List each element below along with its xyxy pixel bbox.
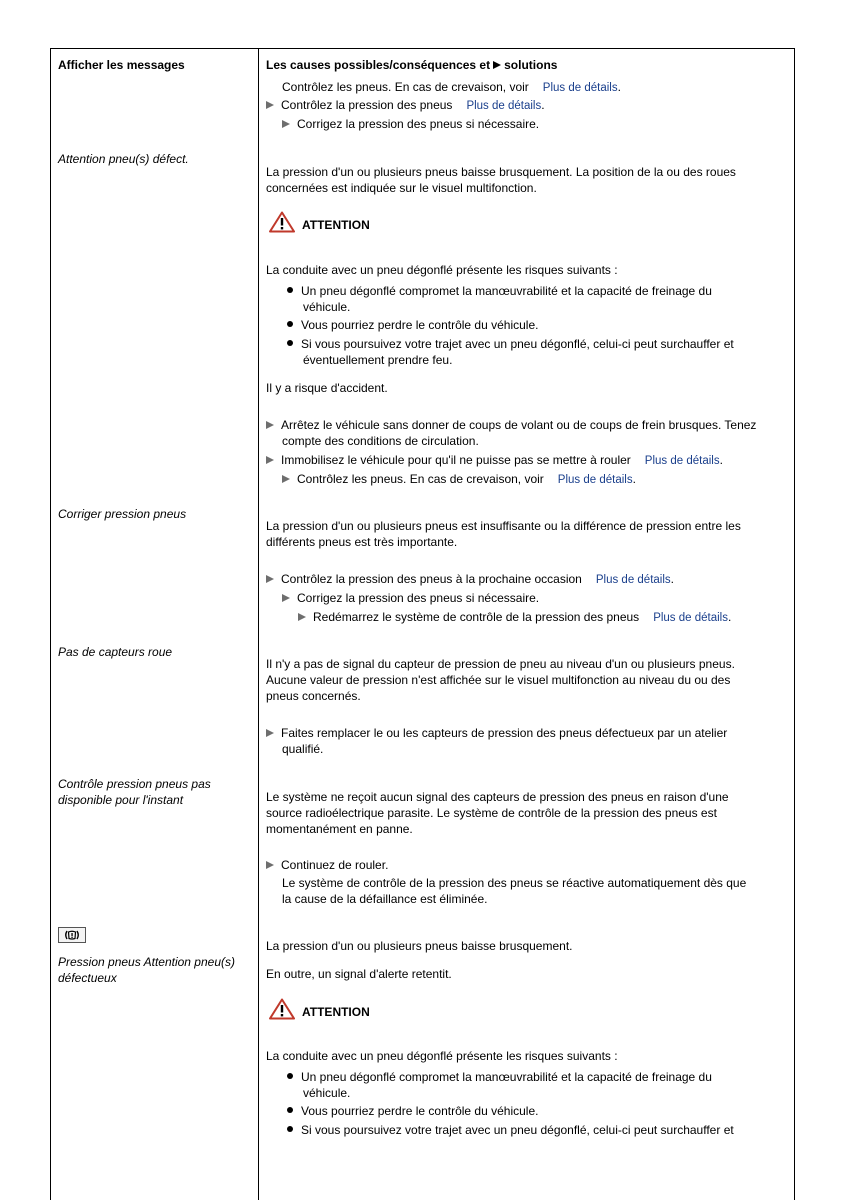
step-item: Contrôlez la pression des pneus à la prochaine occasion Plus de détails. [266, 572, 674, 588]
step-arrow-icon [282, 120, 290, 128]
more-details-link[interactable]: Plus de détails [644, 455, 720, 467]
bullet-item: Si vous poursuivez votre trajet avec un pneu dégonflé, celui-ci peut surchauffer et [287, 337, 734, 352]
message-label: disponible pour l'instant [58, 793, 184, 807]
tire-pressure-icon [59, 928, 85, 942]
text-line: La pression d'un ou plusieurs pneus baisse brusquement. La position de la ou des roues [266, 165, 736, 179]
message-label: Contrôle pression pneus pas [58, 777, 211, 791]
step-arrow-icon [266, 575, 274, 583]
more-details-link[interactable]: Plus de détails [466, 100, 542, 112]
text-line: Le système ne reçoit aucun signal des capteurs de pression des pneus en raison d'une [266, 790, 729, 804]
message-label: défectueux [58, 971, 117, 985]
text-line: véhicule. [303, 1086, 351, 1100]
warning-icon [269, 998, 295, 1020]
step-arrow-icon [266, 729, 274, 737]
more-details-link[interactable]: Plus de détails [653, 612, 728, 624]
step-item: Redémarrez le système de contrôle de la pression des pneus Plus de détails. [298, 610, 731, 626]
text-line: la cause de la défaillance est éliminée. [282, 892, 488, 906]
text-line: En outre, un signal d'alerte retentit. [266, 967, 452, 981]
text-line: qualifié. [282, 742, 324, 756]
text-line: éventuellement prendre feu. [303, 353, 453, 367]
text-line: différents pneus est très importante. [266, 535, 458, 549]
step-arrow-icon [282, 594, 290, 602]
step-arrow-icon [266, 421, 274, 429]
step-item: Continuez de rouler. [266, 858, 388, 873]
step-item: Contrôlez la pression des pneus Plus de détails. [266, 98, 545, 114]
warning-label: ATTENTION [302, 1005, 370, 1019]
bullet-item: Un pneu dégonflé compromet la manœuvrabilité et la capacité de freinage du [287, 284, 712, 299]
text-line: La pression d'un ou plusieurs pneus baisse brusquement. [266, 939, 573, 953]
text-line: concernées est indiquée sur le visuel multifonction. [266, 181, 537, 195]
bullet-item: Vous pourriez perdre le contrôle du véhicule. [287, 1104, 538, 1119]
header-col1: Afficher les messages [58, 58, 185, 72]
more-details-link[interactable]: Plus de détails [595, 574, 671, 586]
step-arrow-icon [266, 101, 274, 109]
step-item: Arrêtez le véhicule sans donner de coups de volant ou de coups de frein brusques. Tenez [266, 418, 756, 433]
more-details-link[interactable]: Plus de détails [557, 474, 633, 486]
text-line: momentanément en panne. [266, 822, 413, 836]
step-arrow-icon [298, 613, 306, 621]
step-item: Contrôlez les pneus. En cas de crevaison, voir Plus de détails. [282, 472, 636, 488]
text-line: compte des conditions de circulation. [282, 434, 479, 448]
step-item: Corrigez la pression des pneus si nécessaire. [282, 591, 539, 606]
tpms-warning-lamp-icon [58, 927, 86, 943]
arrow-icon [493, 61, 501, 69]
bullet-item: Si vous poursuivez votre trajet avec un pneu dégonflé, celui-ci peut surchauffer et [287, 1123, 734, 1138]
header-col2: Les causes possibles/conséquences et solutions [266, 58, 558, 72]
step-item: Faites remplacer le ou les capteurs de pression des pneus défectueux par un atelier [266, 726, 727, 741]
text-line: pneus concernés. [266, 689, 361, 703]
text-line: La conduite avec un pneu dégonflé présente les risques suivants : [266, 1049, 618, 1063]
message-label: Corriger pression pneus [58, 507, 187, 521]
text-line: Il n'y a pas de signal du capteur de pression de pneu au niveau d'un ou plusieurs pneus. [266, 657, 735, 671]
step-item: Corrigez la pression des pneus si nécessaire. [282, 117, 539, 132]
text-line: source radioélectrique parasite. Le système de contrôle de la pression des pneus est [266, 806, 717, 820]
warning-label: ATTENTION [302, 218, 370, 232]
step-item: Immobilisez le véhicule pour qu'il ne puisse pas se mettre à rouler Plus de détails. [266, 453, 723, 469]
bullet-item: Vous pourriez perdre le contrôle du véhicule. [287, 318, 538, 333]
step-arrow-icon [282, 475, 290, 483]
text-line: La pression d'un ou plusieurs pneus est insuffisante ou la différence de pression entre les [266, 519, 741, 533]
column-divider [258, 48, 259, 1200]
text-line: La conduite avec un pneu dégonflé présente les risques suivants : [266, 263, 618, 277]
step-arrow-icon [266, 861, 274, 869]
text-line: Contrôlez les pneus. En cas de crevaison, voir Plus de détails. [282, 80, 621, 94]
message-label: Pas de capteurs roue [58, 645, 173, 659]
text-line: Il y a risque d'accident. [266, 381, 388, 395]
more-details-link[interactable]: Plus de détails [542, 82, 618, 94]
text-line: Le système de contrôle de la pression des pneus se réactive automatiquement dès que [282, 876, 747, 890]
text-line: véhicule. [303, 300, 351, 314]
text-line: Aucune valeur de pression n'est affichée sur le visuel multifonction au niveau du ou des [266, 673, 731, 687]
message-label: Attention pneu(s) défect. [58, 152, 189, 166]
bullet-item: Un pneu dégonflé compromet la manœuvrabilité et la capacité de freinage du [287, 1070, 712, 1085]
message-label: Pression pneus Attention pneu(s) [58, 955, 235, 969]
warning-icon [269, 211, 295, 233]
step-arrow-icon [266, 456, 274, 464]
